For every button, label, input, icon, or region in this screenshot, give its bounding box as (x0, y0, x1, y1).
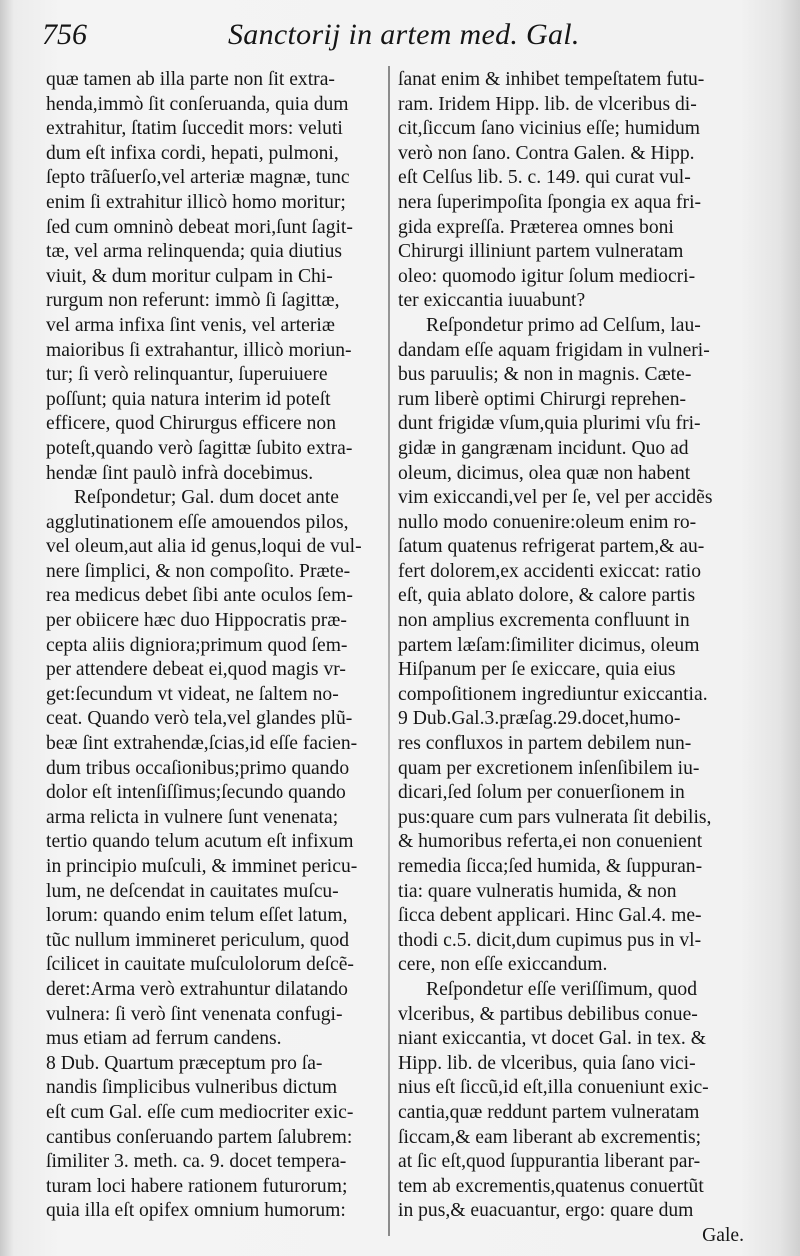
text-line: nius eſt ſiccũ,id eſt,illa conueniunt exic- (398, 1077, 709, 1099)
text-line: cepta aliis digniora;primum quod ſem- (46, 634, 348, 656)
text-line: vel arma infixa ſint venis, vel arteriæ (46, 314, 335, 336)
text-line: ſiccam,& eam liberant ab excrementis; (398, 1126, 702, 1148)
text-line: oleo: quomodo igitur ſolum mediocri- (398, 265, 696, 287)
text-line: enim ſi extrahitur illicò homo moritur; (46, 191, 346, 213)
text-line: in pus,& euacuantur, ergo: quare dum (398, 1200, 694, 1222)
text-line: pus:quare cum pars vulnerata ſit debilis, (398, 806, 712, 828)
text-line: res confluxos in partem debilem nun- (398, 733, 692, 755)
text-line: arma relicta in vulnere ſunt venenata; (46, 806, 339, 828)
text-line: tia: quare vulneratis humida, & non (398, 880, 677, 902)
text-line: quam per excretionem inſenſibilem iu- (398, 757, 700, 779)
text-line: vulnera: ſi verò ſint venenata confugi- (46, 1003, 343, 1025)
text-line: nera ſuperimpoſita ſpongia ex aqua fri- (398, 191, 702, 213)
text-line: Hiſpanum per ſe exiccare, quia eius (398, 659, 676, 681)
text-line: quæ tamen ab illa parte non ſit extra- (46, 69, 335, 90)
text-line: gidæ in gangrænam incidunt. Quo ad (398, 437, 689, 459)
text-line: Reſpondetur eſſe veriſſimum, quod (426, 978, 697, 1000)
text-line: Reſpondetur; Gal. dum docet ante (74, 487, 339, 509)
text-line: poſſunt; quia natura interim id poteſt (46, 388, 331, 410)
text-line: 8 Dub. Quartum præceptum pro ſa- (46, 1052, 323, 1074)
text-line: cere, non eſſe exiccandum. (398, 954, 608, 976)
text-line: Reſpondetur primo ad Celſum, lau- (426, 314, 701, 336)
text-line: tũc nullum immineret periculum, quod (46, 929, 350, 951)
text-line: maioribus ſi extrahantur, illicò moriun- (46, 339, 352, 361)
text-line: remedia ſicca;ſed humida, & ſuppuran- (398, 856, 703, 877)
text-line: viuit, & dum moritur culpam in Chi- (46, 265, 333, 287)
text-line: lum, ne deſcendat in cauitates muſcu- (46, 880, 339, 902)
text-line: verò non ſano. Contra Galen. & Hipp. (398, 142, 695, 164)
text-line: rea medicus debet ſibi ante oculos ſem- (46, 585, 353, 607)
text-line: rurgum non referunt: immò ſi ſagittæ, (46, 290, 340, 312)
text-line: vel oleum,aut alia id genus,loqui de vul- (46, 536, 362, 558)
text-line: niant exiccantia, vt docet Gal. in tex. & (398, 1028, 706, 1050)
text-line: cantia,quæ reddunt partem vulneratam (398, 1101, 700, 1123)
text-line: eſt, quia ablato dolore, & calore partis (398, 585, 696, 607)
text-line: ter exiccantia iuuabunt? (398, 290, 586, 312)
text-line: extrahitur, ſtatim ſuccedit mors: veluti (46, 118, 343, 140)
text-line: dum eſt infixa cordi, hepati, pulmoni, (46, 142, 339, 164)
text-line: fert dolorem,ex accidenti exiccat: ratio (398, 560, 702, 582)
text-line: partem læſam:ſimiliter dicimus, oleum (398, 634, 700, 656)
text-line: hendæ ſint paulò infrà docebimus. (46, 462, 314, 484)
text-line: lorum: quando enim telum eſſet latum, (46, 905, 348, 927)
text-line: Gale. (702, 1224, 744, 1246)
text-line: & humoribus referta,ei non conuenient (398, 831, 703, 853)
text-line: ſimiliter 3. meth. ca. 9. docet tempera- (46, 1151, 347, 1173)
text-line: deret:Arma verò extrahuntur dilatando (46, 978, 348, 1000)
text-line: ſepto trãſuerſo,vel arteriæ magnæ, tunc (46, 167, 350, 189)
text-line: tæ, vel arma relinquenda; quia diutius (46, 241, 343, 263)
text-line: turam loci habere rationem futurorum; (46, 1175, 348, 1197)
text-line: beæ ſint extrahendæ,ſcias,id eſſe facien- (46, 733, 358, 755)
text-line: nandis ſimplicibus vulneribus dictum (46, 1077, 338, 1099)
text-line: poteſt,quando verò ſagittæ ſubito extra- (46, 437, 353, 459)
text-line: ſanat enim & inhibet tempeſtatem futu- (398, 69, 705, 90)
text-line: mus etiam ad ferrum candens. (46, 1028, 282, 1050)
text-line: ſcilicet in cauitate muſculolorum deſcẽ- (46, 954, 354, 976)
text-line: dum tribus occaſionibus;primo quando (46, 757, 350, 779)
page-number: 756 (42, 18, 87, 51)
text-line: dunt frigidæ vſum,quia plurimi vſu fri- (398, 413, 701, 435)
text-line: tem ab excrementis,quatenus conuertũt (398, 1175, 704, 1197)
text-line: thodi c.5. dicit,dum cupimus pus in vl- (398, 929, 702, 951)
text-line: eſt cum Gal. eſſe cum mediocriter exic- (46, 1101, 354, 1123)
text-line: ram. Iridem Hipp. lib. de vlceribus di- (398, 93, 697, 115)
text-line: quia illa eſt opifex omnium humorum: (46, 1200, 346, 1222)
text-line: at ſic eſt,quod ſuppurantia liberant par- (398, 1151, 701, 1173)
text-line: cit,ſiccum ſano vicinius eſſe; humidum (398, 118, 701, 140)
text-line: gida expreſſa. Præterea omnes boni (398, 216, 674, 238)
text-line: non amplius excrementa confluunt in (398, 610, 690, 632)
left-text-column (46, 64, 380, 1224)
text-line: 9 Dub.Gal.3.præſag.29.docet,humo- (398, 708, 681, 730)
right-text-column (398, 64, 744, 1249)
running-head: Sanctorij in artem med. Gal. (228, 18, 580, 51)
text-line: vim exiccandi,vel per ſe, vel per accidẽs (398, 487, 713, 509)
text-line: dolor eſt intenſiſſimus;ſecundo quando (46, 782, 346, 804)
text-line: eſt Celſus lib. 5. c. 149. qui curat vul- (398, 167, 691, 189)
text-line: Chirurgi illiniunt partem vulneratam (398, 241, 684, 263)
text-line: tur; ſi verò relinquantur, ſuperuiuere (46, 364, 328, 386)
text-line: dicari,ſed ſolum per conuerſionem in (398, 782, 685, 804)
text-line: cantibus conſeruando partem ſalubrem: (46, 1126, 353, 1148)
text-line: agglutinationem eſſe amouendos pilos, (46, 511, 349, 533)
text-line: in principio muſculi, & imminet pericu- (46, 856, 358, 877)
text-line: tertio quando telum acutum eſt infixum (46, 831, 354, 853)
text-line: nere ſimplici, & non compoſito. Præte- (46, 560, 351, 582)
text-line: bus paruulis; & non in magnis. Cæte- (398, 364, 692, 386)
text-line: efficere, quod Chirurgus efficere non (46, 413, 336, 435)
text-line: vlceribus, & partibus debilibus conue- (398, 1003, 698, 1025)
text-line: nullo modo conuenire:oleum enim ro- (398, 511, 697, 533)
text-line: rum liberè optimi Chirurgi reprehen- (398, 388, 687, 410)
text-line: ſicca debent applicari. Hinc Gal.4. me- (398, 905, 702, 927)
text-line: henda,immò ſit conſeruanda, quia dum (46, 93, 349, 115)
text-line: ſatum quatenus refrigerat partem,& au- (398, 536, 705, 558)
text-line: get:ſecundum vt videat, ne ſaltem no- (46, 683, 339, 705)
column-divider (388, 66, 390, 1236)
text-line: oleum, dicimus, olea quæ non habent (398, 462, 691, 484)
text-line: compoſitionem ingrediuntur exiccantia. (398, 683, 708, 705)
text-line: Hipp. lib. de vlceribus, quia ſano vici- (398, 1052, 696, 1074)
text-line: per obiicere hæc duo Hippocratis præ- (46, 610, 347, 632)
text-line: dandam eſſe aquam frigidam in vulneri- (398, 339, 710, 361)
text-line: ceat. Quando verò tela,vel glandes plũ- (46, 708, 353, 730)
text-line: ſed cum omninò debeat mori,ſunt ſagit- (46, 216, 353, 238)
text-line: per attendere debeat ei,quod magis vr- (46, 659, 346, 681)
